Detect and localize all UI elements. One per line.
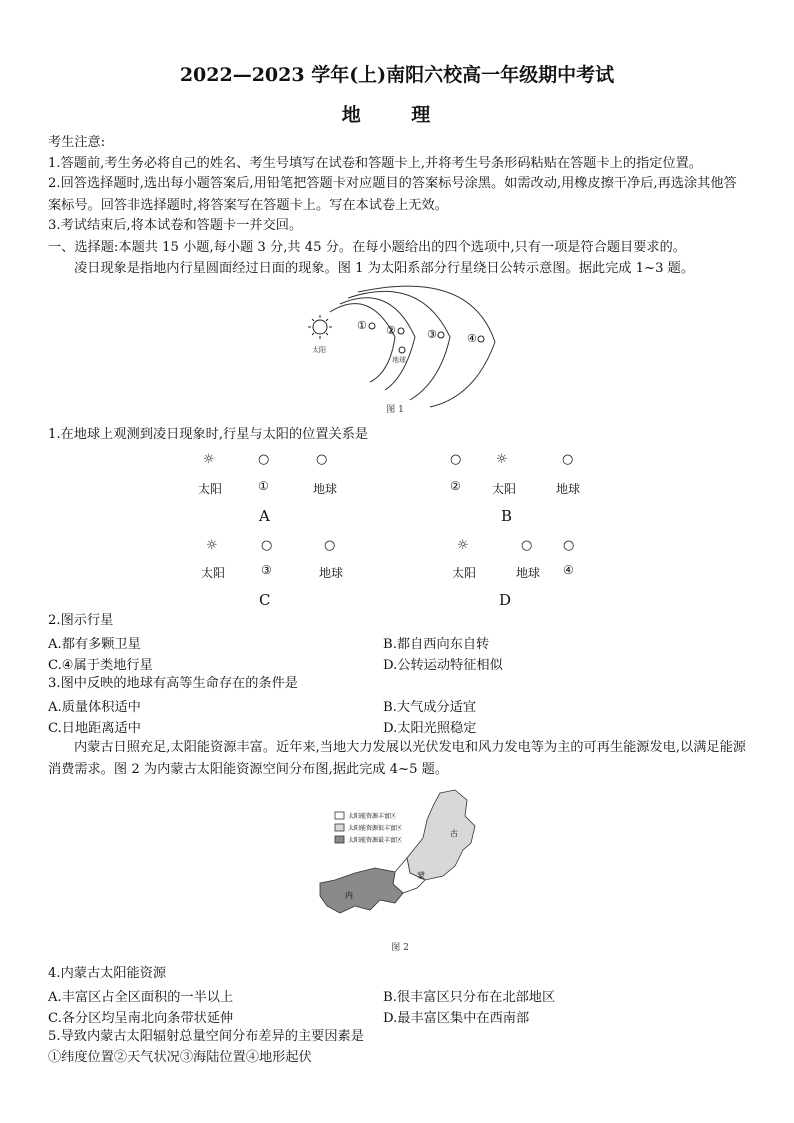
q2-option-a[interactable]: A.都有多颗卫星 (48, 637, 141, 652)
legend-rich: 太阳能资源丰富区 (348, 813, 397, 820)
q1a-sun-label: 太阳 (198, 482, 223, 496)
figure-1-orbits (300, 282, 510, 412)
q1-option-b[interactable]: B (501, 507, 513, 525)
planet-2 (398, 328, 404, 334)
q1-option-c[interactable]: C (259, 591, 271, 609)
fig1-marker-2: ② (386, 324, 396, 337)
q1c-sun-icon: ☼ (206, 538, 218, 553)
q1a-earth-icon: ○ (316, 452, 328, 467)
fig1-marker-3: ③ (427, 328, 437, 341)
q5-stem: 5.导致内蒙古太阳辐射总量空间分布差异的主要因素是 (48, 1029, 364, 1044)
intro-transit: 凌日现象是指地内行星圆面经过日面的现象。图 1 为太阳系部分行星绕日公转示意图。据此完成 1~3 题。 (74, 261, 695, 276)
q2-stem: 2.图示行星 (48, 613, 114, 628)
q3-option-b[interactable]: B.大气成分适宜 (383, 700, 477, 715)
q4-option-b[interactable]: B.很丰富区只分布在北部地区 (383, 990, 556, 1005)
orbit-3 (348, 291, 450, 400)
q1a-num: ① (258, 479, 269, 493)
section-heading: 一、选择题:本题共 15 小题,每小题 3 分,共 45 分。在每小题给出的四个选项中,只有一项是符合题目要求的。 (48, 240, 686, 255)
fig1-marker-1: ① (357, 319, 367, 332)
notice-heading: 考生注意: (48, 135, 106, 150)
exam-title: 2022—2023 学年(上)南阳六校高一年级期中考试 (179, 64, 615, 86)
planet-3 (438, 332, 444, 338)
map-very-rich-region (407, 790, 475, 880)
map-char-nei: 内 (345, 891, 353, 900)
q1d-num: ④ (563, 563, 574, 577)
q1d-planet-icon: ○ (563, 538, 575, 553)
fig1-marker-4: ④ (467, 332, 477, 345)
q1c-earth-icon: ○ (324, 538, 336, 553)
q1-stem: 1.在地球上观测到凌日现象时,行星与太阳的位置关系是 (48, 427, 369, 442)
planet-4 (478, 336, 484, 342)
sun-icon (308, 315, 332, 339)
q1a-sun-icon: ☼ (203, 452, 215, 467)
q1b-num: ② (450, 479, 461, 493)
q1d-earth-label: 地球 (516, 566, 541, 580)
fig1-earth-label: 地球 (392, 356, 406, 364)
q3-option-a[interactable]: A.质量体积适中 (48, 700, 141, 715)
notice-item-2: 2.回答选择题时,选出每小题答案后,用铅笔把答题卡对应题目的答案标号涂黑。如需改动,用橡皮擦干净后,再选涂其他答案标号。回答非选择题时,将答案写在答题卡上。写在本试卷上无效。 (48, 176, 737, 213)
notice-item-1: 1.答题前,考生务必将自己的姓名、考生号填写在试卷和答题卡上,并将考生号条形码粘贴在答题卡上的指定位置。 (48, 156, 702, 171)
q1d-earth-icon: ○ (521, 538, 533, 553)
q1d-sun-label: 太阳 (452, 566, 477, 580)
legend-very-rich: 太阳能资源很丰富区 (348, 825, 403, 832)
q1-option-d[interactable]: D (499, 591, 512, 609)
q4-option-a[interactable]: A.丰富区占全区面积的一半以上 (48, 990, 234, 1005)
q1b-earth-label: 地球 (556, 482, 581, 496)
orbit-2 (340, 298, 415, 390)
figure-1-caption: 图 1 (386, 405, 404, 415)
q1c-sun-label: 太阳 (201, 566, 226, 580)
q1c-num: ③ (261, 563, 272, 577)
q3-option-c[interactable]: C.日地距离适中 (48, 721, 141, 736)
q5-factors: ①纬度位置②天气状况③海陆位置④地形起伏 (48, 1050, 312, 1065)
orbit-4 (358, 286, 495, 407)
q4-option-c[interactable]: C.各分区均呈南北向条带状延伸 (48, 1011, 234, 1026)
notice-item-3: 3.考试结束后,将本试卷和答题卡一并交回。 (48, 218, 303, 233)
legend-swatch-rich (335, 812, 344, 819)
planet-1 (369, 323, 375, 329)
figure-2-caption: 图 2 (391, 943, 409, 953)
q3-option-d[interactable]: D.太阳光照稳定 (383, 721, 477, 736)
q1b-sun-icon: ☼ (496, 452, 508, 467)
q1c-planet-icon: ○ (261, 538, 273, 553)
q1a-planet-icon: ○ (258, 452, 270, 467)
q1b-planet-icon: ○ (450, 452, 462, 467)
q1a-earth-label: 地球 (313, 482, 338, 496)
earth-planet (399, 347, 405, 353)
map-char-meng: 蒙 (417, 871, 425, 880)
q1-option-a[interactable]: A (259, 507, 270, 525)
map-richest-region (320, 868, 403, 913)
q1c-earth-label: 地球 (319, 566, 344, 580)
q1b-sun-label: 太阳 (492, 482, 517, 496)
q1b-earth-icon: ○ (562, 452, 574, 467)
q4-option-d[interactable]: D.最丰富区集中在西南部 (383, 1011, 530, 1026)
q2-option-c[interactable]: C.④属于类地行星 (48, 658, 153, 673)
intro-inner-mongolia: 内蒙古日照充足,太阳能资源丰富。近年来,当地大力发展以光伏发电和风力发电等为主的可再生能源发电,以满足能源消费需求。图 2 为内蒙古太阳能资源空间分布图,据此完成 4~5 题。 (48, 740, 746, 777)
q2-option-b[interactable]: B.都自西向东自转 (383, 637, 490, 652)
map-char-gu: 古 (450, 829, 458, 838)
q2-option-d[interactable]: D.公转运动特征相似 (383, 658, 503, 673)
legend-swatch-richest (335, 836, 344, 843)
orbit-1 (330, 304, 395, 382)
subject-title: 地 理 (341, 104, 453, 126)
q4-stem: 4.内蒙古太阳能资源 (48, 966, 167, 981)
q3-stem: 3.图中反映的地球有高等生命存在的条件是 (48, 676, 298, 691)
q1d-sun-icon: ☼ (457, 538, 469, 553)
figure-2-map (315, 788, 485, 938)
legend-richest: 太阳能资源最丰富区 (348, 837, 403, 844)
fig1-sun-label: 太阳 (312, 346, 326, 354)
legend-swatch-very-rich (335, 824, 344, 831)
